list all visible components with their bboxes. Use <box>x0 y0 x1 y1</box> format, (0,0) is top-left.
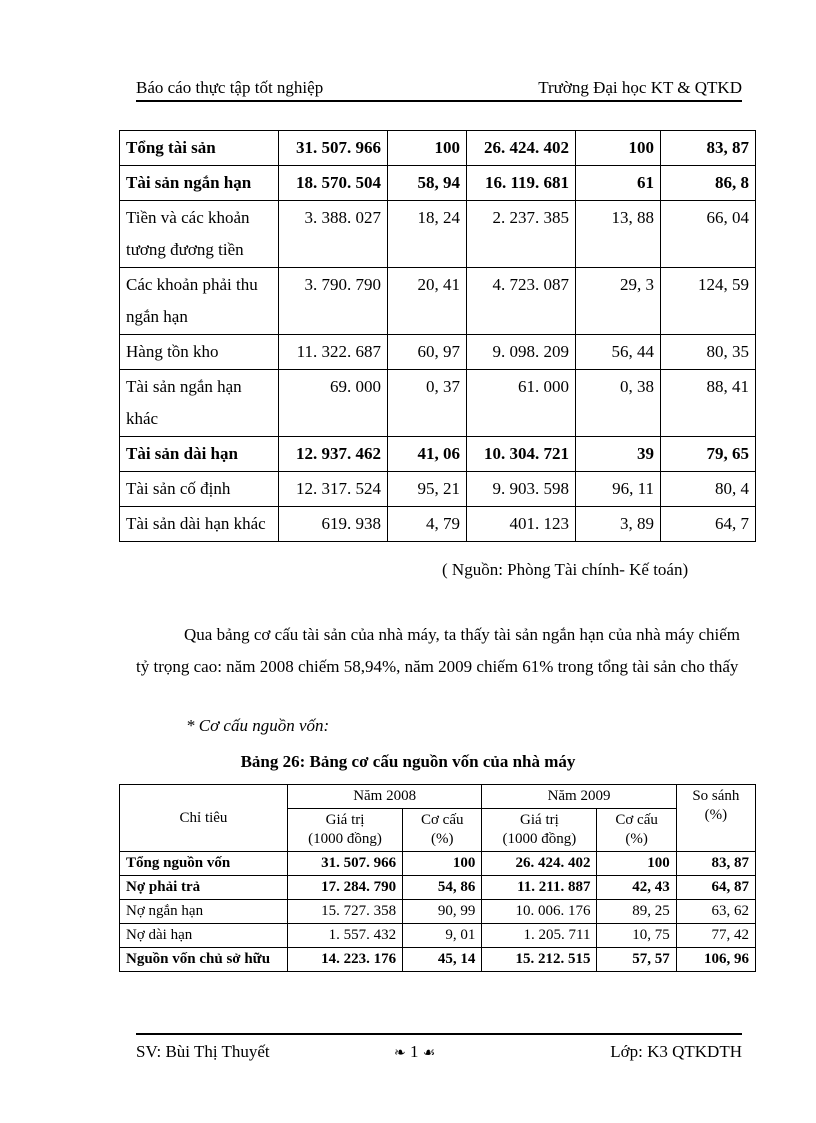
table-caption: Bảng 26: Bảng cơ cấu nguồn vốn của nhà máy <box>240 752 576 771</box>
share-2008: 9, 01 <box>403 924 482 948</box>
share-2009: 61 <box>576 166 661 201</box>
compare-percent: 83, 87 <box>676 852 755 876</box>
compare-percent: 106, 96 <box>676 948 755 972</box>
value-label: Giá trị <box>325 812 365 828</box>
ornament-right-icon: ☙ <box>422 1046 436 1061</box>
share-2009: 13, 88 <box>576 201 661 268</box>
value-2009: 9. 903. 598 <box>467 472 576 507</box>
row-label: Tài sản ngắn hạn khác <box>120 370 279 437</box>
row-label: Các khoản phải thu ngắn hạn <box>120 268 279 335</box>
compare-percent: 79, 65 <box>661 437 756 472</box>
ornament-left-icon: ❧ <box>394 1046 406 1061</box>
value-2009: 11. 211. 887 <box>482 876 597 900</box>
value-2008: 17. 284. 790 <box>287 876 402 900</box>
value-2008: 12. 937. 462 <box>279 437 388 472</box>
compare-line-2: (%) <box>704 807 728 823</box>
compare-percent: 88, 41 <box>661 370 756 437</box>
value-2008: 3. 790. 790 <box>279 268 388 335</box>
value-2009: 9. 098. 209 <box>467 335 576 370</box>
share-2009: 29, 3 <box>576 268 661 335</box>
share-2009: 42, 43 <box>597 876 676 900</box>
footer-class: Lớp: K3 QTKDTH <box>610 1042 742 1061</box>
value-2009: 401. 123 <box>467 507 576 542</box>
share-label: Cơ cấu <box>615 812 658 828</box>
value-2008: 31. 507. 966 <box>287 852 402 876</box>
col-header-compare <box>676 785 755 852</box>
source-note: ( Nguồn: Phòng Tài chính- Kế toán) <box>442 560 689 579</box>
share-2009: 10, 75 <box>597 924 676 948</box>
capital-structure-table <box>119 784 756 972</box>
row-label: Tổng tài sản <box>120 131 279 166</box>
value-2008: 14. 223. 176 <box>287 948 402 972</box>
row-label: Tổng nguồn vốn <box>120 852 288 876</box>
col-header-share-2008 <box>403 809 482 852</box>
value-2009: 61. 000 <box>467 370 576 437</box>
table-row <box>120 876 756 900</box>
share-label: Cơ cấu <box>420 812 464 828</box>
col-header-year-2009: Năm 2009 <box>482 785 676 809</box>
share-unit: (%) <box>430 831 454 847</box>
compare-percent: 63, 62 <box>676 900 755 924</box>
table-row <box>120 900 756 924</box>
table-row <box>120 437 756 472</box>
value-2009: 4. 723. 087 <box>467 268 576 335</box>
share-2008: 100 <box>388 131 467 166</box>
value-2009: 26. 424. 402 <box>467 131 576 166</box>
value-2009: 10. 304. 721 <box>467 437 576 472</box>
value-unit: (1000 đồng) <box>308 831 382 847</box>
share-2008: 18, 24 <box>388 201 467 268</box>
row-label: Tiền và các khoản tương đương tiền <box>120 201 279 268</box>
value-unit: (1000 đồng) <box>502 831 577 847</box>
share-2009: 100 <box>597 852 676 876</box>
table-row <box>120 201 756 268</box>
row-label: Nguồn vốn chủ sở hữu <box>120 948 288 972</box>
asset-structure-table <box>119 130 756 542</box>
value-2009: 1. 205. 711 <box>482 924 597 948</box>
value-2009: 15. 212. 515 <box>482 948 597 972</box>
analysis-paragraph: Qua bảng cơ cấu tài sản của nhà máy, ta thấy tài sản ngắn hạn của nhà máy chiếm tỷ trọng cao: năm 2008 chiếm 58,94%, năm 2009 chiếm 61% trong tổng tài sản cho thấy <box>136 625 740 676</box>
row-label: Tài sản ngắn hạn <box>120 166 279 201</box>
share-2008: 45, 14 <box>403 948 482 972</box>
compare-percent: 124, 59 <box>661 268 756 335</box>
table-row <box>120 472 756 507</box>
share-unit: (%) <box>625 831 648 847</box>
value-2008: 619. 938 <box>279 507 388 542</box>
row-label: Hàng tồn kho <box>120 335 279 370</box>
value-2008: 1. 557. 432 <box>287 924 402 948</box>
share-2009: 39 <box>576 437 661 472</box>
value-2008: 18. 570. 504 <box>279 166 388 201</box>
table-row <box>120 852 756 876</box>
share-2008: 4, 79 <box>388 507 467 542</box>
share-2009: 57, 57 <box>597 948 676 972</box>
compare-percent: 77, 42 <box>676 924 755 948</box>
value-2008: 15. 727. 358 <box>287 900 402 924</box>
compare-percent: 64, 87 <box>676 876 755 900</box>
page-number: 1 <box>409 1042 419 1061</box>
value-2009: 2. 237. 385 <box>467 201 576 268</box>
col-header-indicator: Chỉ tiêu <box>120 785 288 852</box>
row-label: Nợ dài hạn <box>120 924 288 948</box>
col-header-year-2008: Năm 2008 <box>287 785 481 809</box>
footer-page-number <box>394 1042 435 1062</box>
compare-line-1: So sánh <box>692 788 740 804</box>
value-label: Giá trị <box>520 812 559 828</box>
share-2008: 60, 97 <box>388 335 467 370</box>
table-row <box>120 948 756 972</box>
value-2008: 11. 322. 687 <box>279 335 388 370</box>
col-header-value-2009 <box>482 809 597 852</box>
table-row <box>120 268 756 335</box>
row-label: Nợ phải trả <box>120 876 288 900</box>
value-2008: 31. 507. 966 <box>279 131 388 166</box>
footer-student: SV: Bùi Thị Thuyết <box>136 1042 270 1061</box>
share-2009: 56, 44 <box>576 335 661 370</box>
share-2008: 58, 94 <box>388 166 467 201</box>
share-2008: 100 <box>403 852 482 876</box>
compare-percent: 64, 7 <box>661 507 756 542</box>
value-2008: 3. 388. 027 <box>279 201 388 268</box>
compare-percent: 80, 35 <box>661 335 756 370</box>
row-label: Tài sản cố định <box>120 472 279 507</box>
row-label: Nợ ngắn hạn <box>120 900 288 924</box>
share-2008: 20, 41 <box>388 268 467 335</box>
header-left: Báo cáo thực tập tốt nghiệp <box>136 78 324 97</box>
share-2008: 95, 21 <box>388 472 467 507</box>
share-2009: 89, 25 <box>597 900 676 924</box>
value-2009: 16. 119. 681 <box>467 166 576 201</box>
row-label: Tài sản dài hạn <box>120 437 279 472</box>
table-row <box>120 166 756 201</box>
table-row <box>120 370 756 437</box>
table-row <box>120 507 756 542</box>
table-row <box>120 924 756 948</box>
share-2008: 90, 99 <box>403 900 482 924</box>
compare-percent: 83, 87 <box>661 131 756 166</box>
share-2008: 54, 86 <box>403 876 482 900</box>
share-2009: 3, 89 <box>576 507 661 542</box>
page-header <box>136 76 742 102</box>
share-2009: 0, 38 <box>576 370 661 437</box>
share-2009: 100 <box>576 131 661 166</box>
table-row <box>120 335 756 370</box>
share-2008: 41, 06 <box>388 437 467 472</box>
section-subheading: * Cơ cấu nguồn vốn: <box>186 716 330 735</box>
share-2009: 96, 11 <box>576 472 661 507</box>
row-label: Tài sản dài hạn khác <box>120 507 279 542</box>
value-2009: 10. 006. 176 <box>482 900 597 924</box>
value-2008: 12. 317. 524 <box>279 472 388 507</box>
header-right: Trường Đại học KT & QTKD <box>538 78 742 97</box>
compare-percent: 66, 04 <box>661 201 756 268</box>
col-header-value-2008 <box>287 809 402 852</box>
compare-percent: 86, 8 <box>661 166 756 201</box>
value-2009: 26. 424. 402 <box>482 852 597 876</box>
compare-percent: 80, 4 <box>661 472 756 507</box>
share-2008: 0, 37 <box>388 370 467 437</box>
col-header-share-2009 <box>597 809 676 852</box>
table-row <box>120 131 756 166</box>
value-2008: 69. 000 <box>279 370 388 437</box>
page-footer <box>136 1033 742 1065</box>
